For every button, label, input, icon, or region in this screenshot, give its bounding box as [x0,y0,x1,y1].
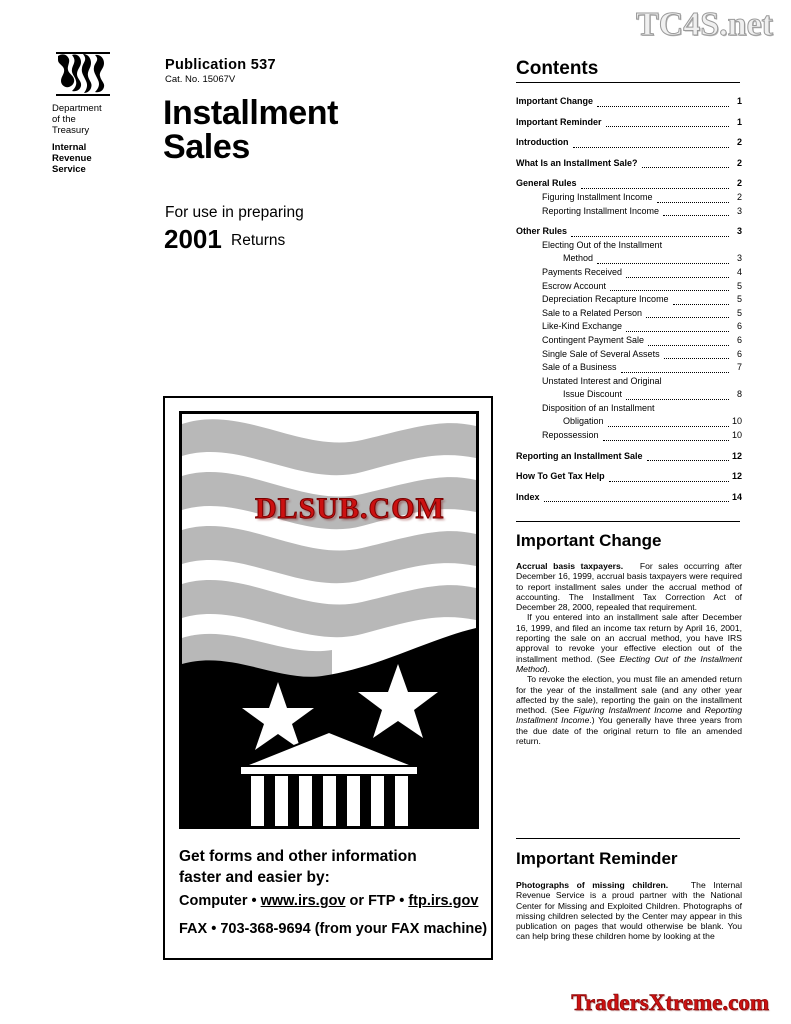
toc-label: Issue Discount [563,389,623,400]
important-change-p2-italic: Electing Out of the Installment Method [516,653,742,674]
bullet-1: • [251,893,257,909]
important-change-p3b: .) You generally have three years from the due date of the original return to file an amended return. [516,715,742,747]
get-forms-heading [179,846,484,888]
page-title-line2: Sales [163,128,250,166]
tax-year: 2001 [164,224,222,254]
get-forms-line1: Get forms and other information [179,848,417,865]
computer-access-line [179,893,489,909]
toc-item[interactable] [516,280,742,294]
toc-dots [603,432,729,441]
toc-item[interactable] [516,157,742,171]
toc-dots [626,323,729,332]
toc-item[interactable] [516,361,742,375]
toc-item[interactable] [516,388,742,402]
important-reminder-heading: Important Reminder [516,849,678,868]
toc-dots [626,391,729,400]
agency-line-6: Service [52,164,86,175]
toc-label: General Rules [516,178,577,189]
toc-item[interactable] [516,375,742,389]
toc-dots [610,282,729,291]
important-change-p1: For sales occurring after December 16, 1999, accrual basis taxpayers were required to report installment sales under the accrual method of accounting. The Installment Tax Correction Act of December 28, 2000, repealed that requirement. [516,561,742,613]
page-title [163,96,338,164]
watermark-top: TC4S.net [636,6,773,43]
toc-item[interactable] [516,252,742,266]
toc-item[interactable] [516,95,742,109]
toc-page: 3 [736,226,742,237]
important-change-heading: Important Change [516,531,662,550]
toc-item[interactable] [516,348,742,362]
toc-label: What Is an Installment Sale? [516,157,638,168]
toc-dots [664,350,729,359]
toc-item[interactable] [516,470,742,484]
toc-page: 6 [736,321,742,332]
toc-label: Unstated Interest and Original [542,375,662,386]
toc-page: 2 [736,178,742,189]
important-reminder-body [516,880,742,942]
important-change-p3-mid: and [682,705,705,716]
accrual-run-in: Accrual basis taxpayers. [516,561,624,571]
toc-label: Like-Kind Exchange [542,321,623,332]
publication-number: Publication 537 [165,57,276,73]
toc-dots [673,296,729,305]
toc-page: 5 [736,307,742,318]
toc-label: Reporting Installment Income [542,205,660,216]
important-change-p3a: To revoke the election, you must file an amended return for the year of the installment sale (and any other year affected by the sale), reporting the gain on the installment method. (See [516,674,742,716]
toc-page: 14 [731,491,742,502]
fax-note: (from your FAX machine) [314,921,488,937]
toc-dots [581,180,729,189]
irs-eagle-seal-icon [52,48,114,100]
toc-dots [626,269,729,278]
important-change-p2a: If you entered into an installment sale after December 16, 1999, and filed an income tax return by April 16, 2001, reporting the sale on an accrual method, you have IRS approval to revoke your effective election out of the installment method. (See [516,612,742,664]
toc-label: Sale of a Business [542,362,617,373]
agency-line-1: Department [52,103,102,114]
toc-item[interactable] [516,293,742,307]
contents-divider [516,82,740,83]
toc-item[interactable] [516,191,742,205]
get-forms-line2: faster and easier by: [179,869,330,886]
toc-dots [544,493,729,502]
table-of-contents [516,88,742,504]
toc-label: Reporting an Installment Sale [516,450,643,461]
toc-dots [571,228,729,237]
important-change-p2b: ). [544,663,550,674]
toc-item[interactable] [516,116,742,130]
toc-dots [597,98,729,107]
toc-item[interactable] [516,334,742,348]
toc-item[interactable] [516,266,742,280]
toc-page: 2 [736,191,742,202]
important-reminder-p1: The Internal Revenue Service is a proud partner with the National Center for Missing and Exploited Children. Photographs of missing children selected by the Center may appear in this publication on pages that would otherwise be blank. You can help bring these children home by looking at the [516,880,742,942]
contents-heading: Contents [516,58,599,79]
important-change-p3-italic1: Figuring Installment Income [573,705,683,716]
toc-page: 2 [736,137,742,148]
toc-dots [642,159,729,168]
agency-line-3: Treasury [52,125,90,136]
toc-label: Method [563,253,594,264]
toc-page: 10 [731,416,742,427]
toc-item[interactable] [516,320,742,334]
toc-label: Repossession [542,430,599,441]
toc-page: 12 [731,450,742,461]
toc-label: Contingent Payment Sale [542,334,645,345]
toc-page: 5 [736,280,742,291]
toc-item[interactable] [516,450,742,464]
toc-page: 1 [736,116,742,127]
toc-page: 12 [731,471,742,482]
toc-dots [573,139,730,148]
watermark-bottom: TradersXtreme.com [571,990,769,1015]
toc-label: Disposition of an Installment [542,402,655,413]
toc-label: Payments Received [542,266,623,277]
toc-label: Electing Out of the Installment [542,239,663,250]
toc-label: Obligation [563,416,604,427]
toc-item[interactable] [516,307,742,321]
agency-line-2: of the [52,114,76,125]
toc-page: 2 [736,157,742,168]
toc-item[interactable] [516,177,742,191]
toc-item[interactable] [516,429,742,443]
important-change-body [516,561,742,746]
toc-page: 10 [731,430,742,441]
ftp-label: FTP [368,893,396,909]
toc-label: Sale to a Related Person [542,307,643,318]
toc-label: Important Reminder [516,116,602,127]
toc-label: Important Change [516,96,594,106]
irs-website-link[interactable]: www.irs.gov [260,893,346,909]
for-use-label: For use in preparing [165,204,304,221]
watermark-middle: DLSUB.COM [255,492,445,525]
toc-label: Figuring Installment Income [542,191,653,202]
toc-dots [608,418,729,427]
toc-page: 1 [736,96,742,106]
toc-item[interactable] [516,239,742,253]
toc-label: Single Sale of Several Assets [542,348,660,359]
fax-label: FAX [179,921,208,937]
toc-item[interactable] [516,491,742,505]
toc-label: Depreciation Recapture Income [542,294,669,305]
catalog-number: Cat. No. 15067V [165,74,236,85]
toc-dots [646,309,729,318]
or-label: or [349,893,365,909]
computer-label: Computer [179,893,248,909]
toc-dots [609,473,729,482]
toc-page: 7 [736,362,742,373]
toc-label: Introduction [516,137,569,148]
toc-item[interactable] [516,415,742,429]
photographs-run-in: Photographs of missing children. [516,880,669,890]
toc-page: 8 [736,389,742,400]
toc-label: How To Get Tax Help [516,471,605,482]
toc-page: 3 [736,205,742,216]
toc-dots [647,452,729,461]
fax-number: 703-368-9694 [220,921,311,937]
toc-label: Other Rules [516,226,568,237]
page-title-line1: Installment [163,94,339,132]
toc-item[interactable] [516,225,742,239]
bullet-3: • [211,921,217,937]
agency-line-4: Internal [52,142,87,153]
toc-dots [657,194,729,203]
toc-label: Index [516,491,540,502]
toc-label: Escrow Account [542,280,607,291]
agency-line-5: Revenue [52,153,92,164]
toc-page: 5 [736,294,742,305]
toc-item[interactable] [516,205,742,219]
toc-dots [621,364,729,373]
agency-name [52,103,132,175]
toc-item[interactable] [516,136,742,150]
toc-page: 6 [736,334,742,345]
toc-item[interactable] [516,402,742,416]
toc-dots [597,255,729,264]
flag-stars-capitol-building-illustration [179,411,479,829]
important-change-p3-italic2: Reporting Installment Income [516,705,742,726]
toc-page: 4 [736,266,742,277]
important-change-divider [516,521,740,522]
toc-page: 3 [736,253,742,264]
bullet-2: • [399,893,405,909]
toc-dots [648,337,729,346]
irs-ftp-link[interactable]: ftp.irs.gov [408,893,479,909]
toc-dots [663,207,729,216]
toc-page: 6 [736,348,742,359]
fax-access-line [179,921,494,937]
important-reminder-divider [516,838,740,839]
toc-dots [606,118,729,127]
returns-label: Returns [231,232,286,249]
cover-art-box [163,396,493,960]
